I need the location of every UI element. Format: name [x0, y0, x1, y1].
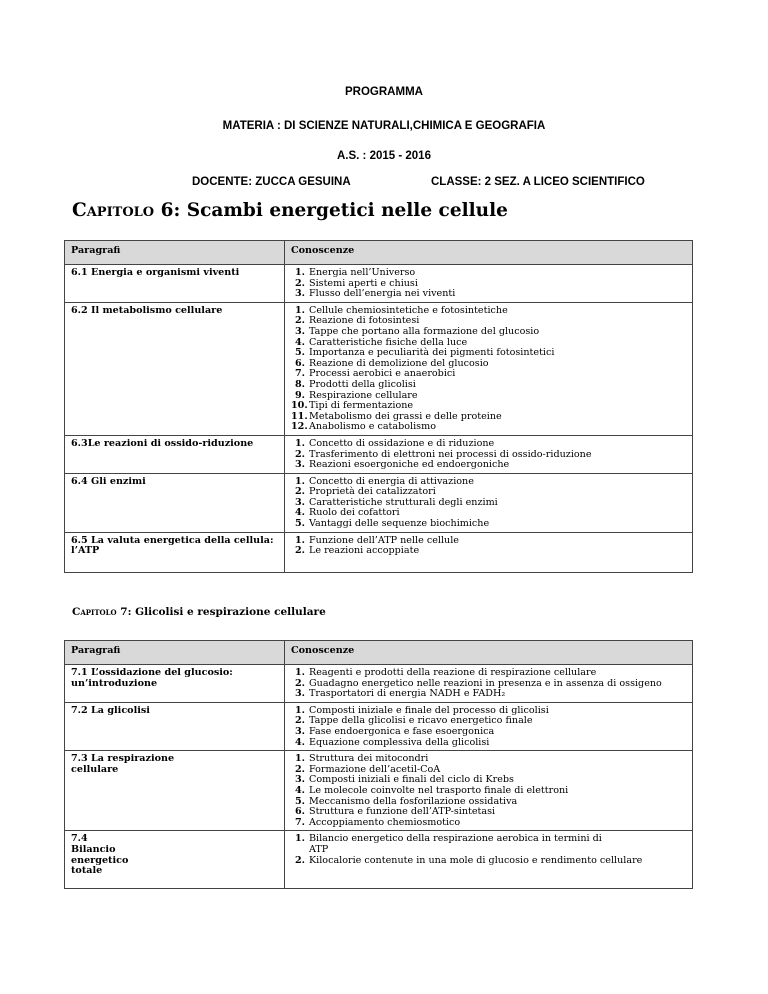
chapter-title: 6: Scambi energetici nelle cellule	[154, 200, 508, 221]
item-text: Funzione dell’ATP nelle cellule	[309, 534, 459, 546]
paragraph-cell: 6.2 Il metabolismo cellulare	[65, 302, 285, 435]
list-item	[291, 818, 686, 829]
knowledge-list	[291, 834, 686, 866]
list-item	[291, 519, 686, 530]
item-number: 2.	[294, 854, 305, 866]
item-number: 10.	[291, 400, 308, 412]
paragraph-cell: 6.1 Energia e organismi viventi	[65, 265, 285, 303]
item-text: Guadagno energetico nelle reazioni in presenza e in assenza di ossigeno	[309, 677, 662, 689]
knowledge-list	[291, 268, 686, 300]
list-item	[291, 738, 686, 749]
list-item	[291, 689, 686, 700]
column-header-conoscenze: Conoscenze	[285, 241, 693, 265]
item-number: 1.	[294, 704, 305, 716]
item-number: 12.	[291, 421, 308, 433]
chapter-title: 7: Glicolisi e respirazione cellulare	[116, 606, 326, 618]
item-text: Ruolo dei cofattori	[309, 507, 400, 519]
item-number: 5.	[294, 347, 305, 359]
subject-line: MATERIA : DI SCIENZE NATURALI,CHIMICA E GEOGRAFIA	[222, 120, 546, 132]
item-text: Fase endoergonica e fase esoergonica	[309, 725, 495, 737]
chapter-7-heading	[72, 606, 326, 618]
item-text: Respirazione cellulare	[309, 389, 418, 401]
item-number: 1.	[294, 437, 305, 449]
list-item	[291, 668, 686, 679]
item-number: 4.	[294, 336, 305, 348]
table-row	[65, 702, 693, 750]
item-text: Reazione di demolizione del glucosio	[309, 357, 489, 369]
list-item	[291, 327, 686, 338]
item-number: 1.	[294, 304, 305, 316]
item-text: Accoppiamento chemiosmotico	[309, 816, 461, 828]
chapter-prefix: Capitolo	[72, 200, 155, 221]
item-number: 5.	[294, 518, 305, 530]
item-text: Caratteristiche fisiche della luce	[309, 336, 468, 348]
item-text: Le reazioni accoppiate	[309, 545, 420, 557]
table-header-row	[65, 241, 693, 265]
item-text: Concetto di energia di attivazione	[309, 475, 474, 487]
table-row	[65, 751, 693, 831]
knowledge-cell	[285, 665, 693, 703]
item-number: 9.	[294, 389, 305, 401]
item-number: 3.	[294, 459, 305, 471]
item-text: Cellule chemiosintetiche e fotosintetiche	[309, 304, 508, 316]
item-text: Metabolismo dei grassi e delle proteine	[309, 410, 502, 422]
item-text: Sistemi aperti e chiusi	[309, 277, 418, 289]
item-number: 3.	[294, 325, 305, 337]
list-item	[291, 380, 686, 391]
item-text: Le molecole coinvolte nel trasporto finale di elettroni	[309, 784, 569, 796]
item-number: 1.	[294, 475, 305, 487]
item-text: Trasportatori di energia NADH e FADH₂	[309, 688, 506, 700]
knowledge-list	[291, 706, 686, 748]
item-text: Bilancio energetico della respirazione aerobica in termini di ATP	[309, 833, 602, 855]
item-text: Concetto di ossidazione e di riduzione	[309, 437, 495, 449]
knowledge-list	[291, 536, 686, 557]
list-item	[291, 289, 686, 300]
item-number: 5.	[294, 795, 305, 807]
list-item	[291, 546, 686, 557]
item-text: Importanza e peculiarità dei pigmenti fotosintetici	[309, 347, 555, 359]
knowledge-list	[291, 668, 686, 700]
item-text: Trasferimento di elettroni nei processi di ossido-riduzione	[309, 448, 592, 460]
teacher-name: DOCENTE: ZUCCA GESUINA	[192, 176, 351, 188]
knowledge-cell	[285, 302, 693, 435]
item-text: Proprietà dei catalizzatori	[309, 486, 436, 498]
item-number: 1.	[294, 833, 305, 845]
item-text: Composti iniziali e finali del ciclo di Krebs	[309, 774, 514, 786]
item-number: 2.	[294, 677, 305, 689]
item-text: Equazione complessiva della glicolisi	[309, 736, 490, 748]
item-number: 6.	[294, 357, 305, 369]
paragraph-cell: 6.4 Gli enzimi	[65, 473, 285, 532]
item-text: Prodotti della glicolisi	[309, 378, 416, 390]
item-number: 2.	[294, 763, 305, 775]
list-item	[291, 786, 686, 797]
knowledge-list	[291, 754, 686, 828]
table-row	[65, 532, 693, 572]
item-number: 1.	[294, 753, 305, 765]
item-number: 3.	[294, 688, 305, 700]
table-row	[65, 265, 693, 303]
item-text: Tappe che portano alla formazione del glucosio	[309, 325, 540, 337]
item-text: Reazioni esoergoniche ed endoergoniche	[309, 459, 510, 471]
knowledge-list	[291, 477, 686, 530]
chapter-6-heading	[72, 200, 508, 221]
item-number: 3.	[294, 288, 305, 300]
knowledge-cell	[285, 831, 693, 889]
list-item	[291, 856, 686, 867]
column-header-conoscenze: Conoscenze	[285, 641, 693, 665]
item-text: Vantaggi delle sequenze biochimiche	[309, 518, 490, 530]
paragraph-text: 7.3 La respirazione cellulare	[71, 753, 175, 775]
school-year: A.S. : 2015 - 2016	[337, 150, 431, 162]
item-number: 7.	[294, 368, 305, 380]
item-text: Reagenti e prodotti della reazione di respirazione cellulare	[309, 667, 597, 678]
table-header-row	[65, 641, 693, 665]
paragraph-cell: 6.5 La valuta energetica della cellula: l’ATP	[65, 532, 285, 572]
item-text: Flusso dell’energia nei viventi	[309, 288, 456, 300]
item-number: 2.	[294, 448, 305, 460]
item-number: 2.	[294, 277, 305, 289]
paragraph-cell: 6.3Le reazioni di ossido-riduzione	[65, 435, 285, 473]
item-text: Processi aerobici e anaerobici	[309, 368, 456, 380]
paragraph-cell: 7.2 La glicolisi	[65, 702, 285, 750]
paragraph-cell	[65, 831, 285, 889]
item-number: 4.	[294, 507, 305, 519]
table-row	[65, 435, 693, 473]
item-text: Tipi di fermentazione	[309, 400, 414, 412]
class-info: CLASSE: 2 SEZ. A LICEO SCIENTIFICO	[431, 176, 645, 188]
column-header-paragrafi: Paragrafi	[65, 241, 285, 265]
item-text: Reazione di fotosintesi	[309, 315, 420, 327]
column-header-paragrafi: Paragrafi	[65, 641, 285, 665]
item-text: Tappe della glicolisi e ricavo energetico finale	[309, 715, 533, 727]
item-number: 1.	[294, 267, 305, 278]
knowledge-cell	[285, 751, 693, 831]
item-number: 11.	[291, 410, 308, 422]
table-row	[65, 302, 693, 435]
item-number: 1.	[294, 534, 305, 546]
list-item	[291, 834, 686, 855]
chapter-6-table	[64, 240, 693, 573]
item-number: 4.	[294, 736, 305, 748]
knowledge-cell	[285, 435, 693, 473]
paragraph-text: 7.4 Bilancio energetico totale	[71, 833, 129, 877]
item-text: Struttura dei mitocondri	[309, 753, 429, 765]
chapter-7-table	[64, 640, 693, 889]
list-item	[291, 422, 686, 433]
item-number: 4.	[294, 784, 305, 796]
item-number: 3.	[294, 725, 305, 737]
item-number: 2.	[294, 545, 305, 557]
item-number: 7.	[294, 816, 305, 828]
item-text: Formazione dell’acetil-CoA	[309, 763, 441, 775]
knowledge-cell	[285, 265, 693, 303]
item-text: Composti iniziale e finale del processo di glicolisi	[309, 704, 549, 716]
item-text: Kilocalorie contenute in una mole di glucosio e rendimento cellulare	[309, 854, 643, 866]
item-number: 1.	[294, 667, 305, 678]
item-number: 8.	[294, 378, 305, 390]
list-item	[291, 460, 686, 471]
item-text: Meccanismo della fosforilazione ossidativa	[309, 795, 518, 807]
list-item	[291, 439, 686, 450]
item-number: 6.	[294, 806, 305, 818]
table-row	[65, 831, 693, 889]
item-number: 2.	[294, 715, 305, 727]
item-number: 3.	[294, 774, 305, 786]
table-row	[65, 665, 693, 703]
item-number: 3.	[294, 496, 305, 508]
list-item	[291, 268, 686, 279]
chapter-prefix: Capitolo	[72, 606, 117, 618]
knowledge-cell	[285, 702, 693, 750]
knowledge-list	[291, 439, 686, 471]
document-title: PROGRAMMA	[345, 86, 423, 98]
table-row	[65, 473, 693, 532]
list-item	[291, 727, 686, 738]
paragraph-cell: 7.1 L’ossidazione del glucosio: un’introduzione	[65, 665, 285, 703]
knowledge-cell	[285, 473, 693, 532]
item-text: Energia nell’Universo	[309, 267, 416, 278]
knowledge-cell	[285, 532, 693, 572]
item-number: 2.	[294, 486, 305, 498]
item-text: Caratteristiche strutturali degli enzimi	[309, 496, 498, 508]
item-number: 2.	[294, 315, 305, 327]
item-text: Struttura e funzione dell’ATP-sintetasi	[309, 806, 496, 818]
knowledge-list	[291, 306, 686, 433]
paragraph-cell	[65, 751, 285, 831]
item-text: Anabolismo e catabolismo	[309, 421, 436, 433]
